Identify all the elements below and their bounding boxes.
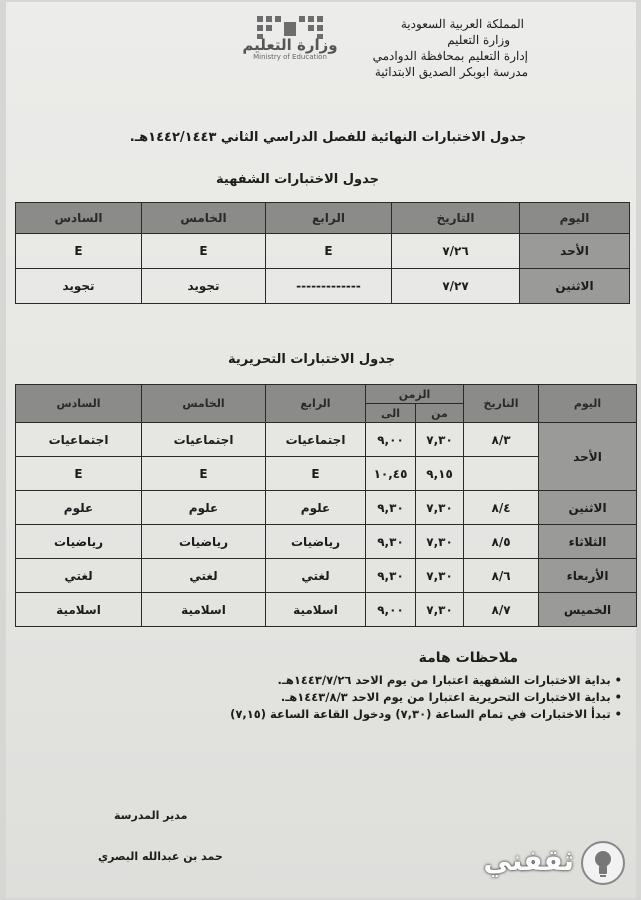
header-day: اليوم [520,203,630,234]
header-date: التاريخ [464,385,539,423]
cell-day: الثلاثاء [539,525,637,559]
letterhead-country: المملكة العربية السعودية [400,17,524,31]
cell-to: ١٠,٤٥ [366,457,416,491]
header-grade4: الرابع [266,203,392,234]
cell-grade4: اجتماعيات [266,423,366,457]
header-grade5: الخامس [142,385,266,423]
table-row [16,269,630,304]
signature-name: حمد بن عبدالله البصري [98,850,223,863]
logo-english-text: Ministry of Education [253,53,327,61]
cell-grade4: E [266,457,366,491]
written-table-heading: جدول الاختبارات التحريرية [228,352,396,367]
cell-to: ٩,٣٠ [366,525,416,559]
cell-date: ٨/٧ [464,593,539,627]
header-date: التاريخ [392,203,520,234]
cell-grade4: E [266,234,392,269]
cell-date: ٧/٢٧ [392,269,520,304]
header-grade6: السادس [16,385,142,423]
cell-grade5: لغتي [142,559,266,593]
cell-grade6: E [16,457,142,491]
note-item: • تبدأ الاختبارات في تمام الساعة (٧,٣٠) ودخول القاعة الساعة (٧,١٥) [230,707,622,721]
header-time: الزمن [366,385,464,404]
cell-grade4: اسلامية [266,593,366,627]
cell-grade6: تجويد [16,269,142,304]
lightbulb-icon [580,840,626,886]
cell-to: ٩,٠٠ [366,593,416,627]
cell-date: ٧/٢٦ [392,234,520,269]
cell-grade5: تجويد [142,269,266,304]
cell-grade6: رياضيات [16,525,142,559]
notes-list [102,672,622,723]
cell-from: ٧,٣٠ [416,491,464,525]
oral-table-heading: جدول الاختبارات الشفهية [216,172,379,187]
written-exams-table [15,384,637,627]
oral-exams-table [15,202,630,304]
cell-date: ٨/٦ [464,559,539,593]
cell-to: ٩,٣٠ [366,559,416,593]
cell-grade4: لغتي [266,559,366,593]
cell-grade5: اجتماعيات [142,423,266,457]
notes-heading: ملاحظات هامة [418,650,518,666]
header-from: من [416,404,464,423]
header-to: الى [366,404,416,423]
cell-to: ٩,٠٠ [366,423,416,457]
cell-date-empty [464,457,539,491]
cell-grade5: اسلامية [142,593,266,627]
cell-grade4: علوم [266,491,366,525]
cell-grade5: E [142,234,266,269]
cell-from: ٩,١٥ [416,457,464,491]
header-grade5: الخامس [142,203,266,234]
letterhead [328,16,528,80]
table-row [16,423,637,457]
signature-role: مدير المدرسة [114,809,188,822]
letterhead-ministry: وزارة التعليم [447,33,510,47]
cell-from: ٧,٣٠ [416,525,464,559]
cell-date: ٨/٣ [464,423,539,457]
document-page [6,2,636,898]
note-item: • بداية الاختبارات التحريرية اعتبارا من يوم الاحد ١٤٤٣/٨/٣هـ. [280,690,622,704]
cell-grade6: لغتي [16,559,142,593]
cell-to: ٩,٣٠ [366,491,416,525]
table-row [16,525,637,559]
cell-date: ٨/٥ [464,525,539,559]
cell-grade6: اسلامية [16,593,142,627]
cell-grade5: رياضيات [142,525,266,559]
cell-grade6: اجتماعيات [16,423,142,457]
header-grade4: الرابع [266,385,366,423]
table-row [16,559,637,593]
cell-from: ٧,٣٠ [416,423,464,457]
cell-grade5: E [142,457,266,491]
cell-grade4: ------------- [266,269,392,304]
cell-grade6: E [16,234,142,269]
table-header-row [16,385,637,404]
watermark-text: ثقفني [483,844,574,877]
cell-day: الأربعاء [539,559,637,593]
cell-day: الخميس [539,593,637,627]
watermark [436,834,636,894]
letterhead-directorate: إدارة التعليم بمحافظة الدوادمي [372,49,528,63]
page-title: جدول الاختبارات النهائية للفصل الدراسي الثاني ١٤٤٢/١٤٤٣هـ. [129,130,527,145]
cell-day: الاثنين [539,491,637,525]
cell-grade4: رياضيات [266,525,366,559]
cell-date: ٨/٤ [464,491,539,525]
cell-from: ٧,٣٠ [416,559,464,593]
cell-from: ٧,٣٠ [416,593,464,627]
cell-day: الأحد [539,423,637,491]
cell-grade5: علوم [142,491,266,525]
cell-grade6: علوم [16,491,142,525]
table-row [16,234,630,269]
table-row [16,593,637,627]
note-item: • بداية الاختبارات الشفهية اعتبارا من يوم الاحد ١٤٤٣/٧/٢٦هـ. [277,673,622,687]
cell-day: الأحد [520,234,630,269]
header-grade6: السادس [16,203,142,234]
ministry-logo [238,14,342,74]
table-row [16,491,637,525]
header-day: اليوم [539,385,637,423]
logo-arabic-text: وزارة التعليم [242,36,338,54]
table-header-row [16,203,630,234]
cell-day: الاثنين [520,269,630,304]
letterhead-school: مدرسة ابوبكر الصديق الابتدائية [374,65,528,79]
